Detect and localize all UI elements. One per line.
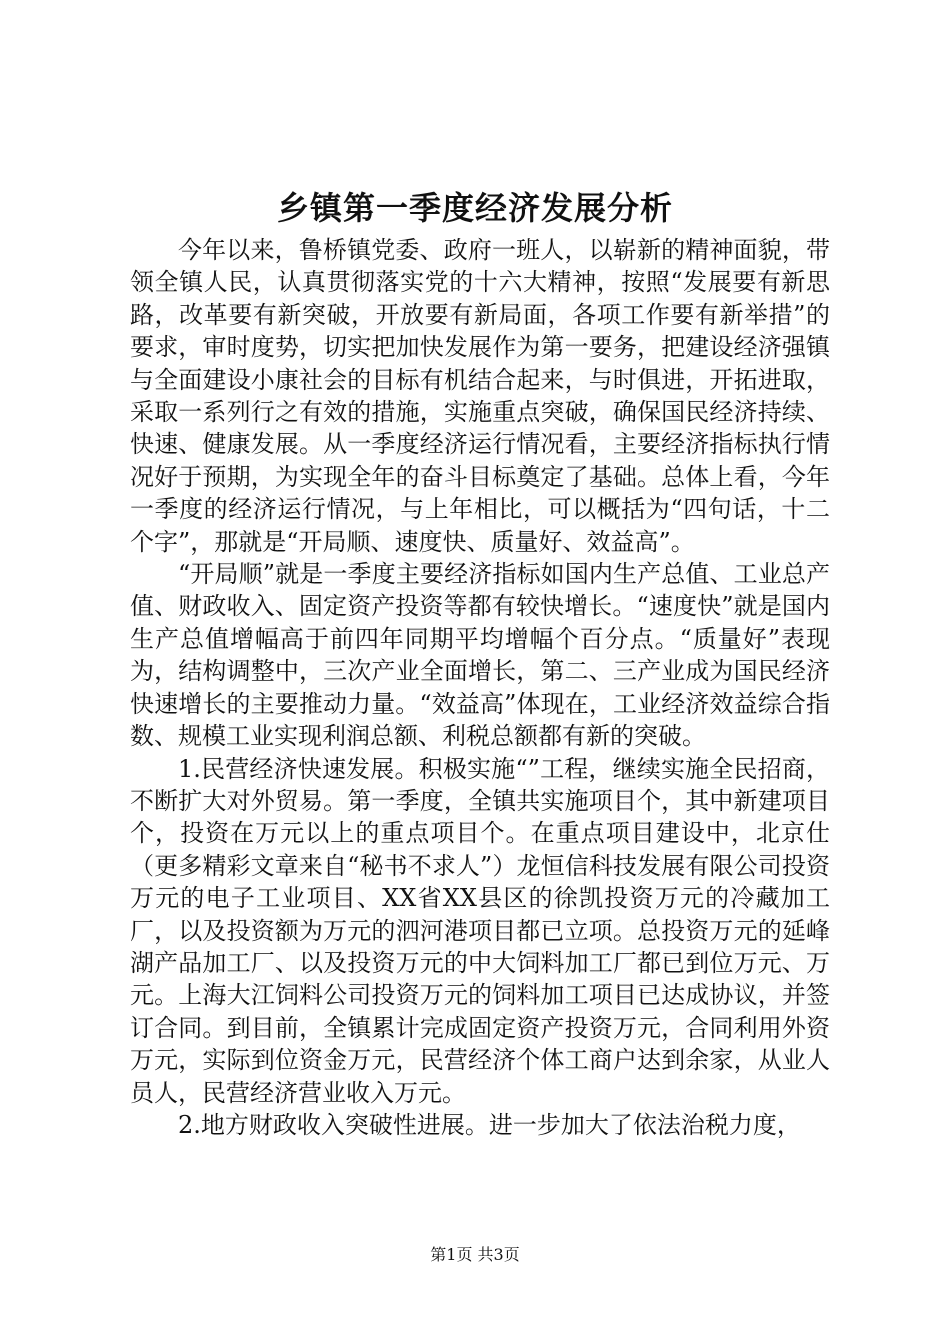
paragraph: 今年以来，鲁桥镇党委、政府一班人，以崭新的精神面貌，带领全镇人民，认真贯彻落实党的十六大精神，按照“发展要有新思路，改革要有新突破，开放要有新局面，各项工作要有新举措”的要求，审时度势，切实把加快发展作为第一要务，把建设经济强镇与全面建设小康社会的目标有机结合起来，与时俱进，开拓进取，采取一系列行之有效的措施，实施重点突破，确保国民经济持续、快速、健康发展。从一季度经济运行情况看，主要经济指标执行情况好于预期，为实现全年的奋斗目标奠定了基础。总体上看，今年一季度的经济运行情况，与上年相比，可以概括为“四句话，十二个字”，那就是“开局顺、速度快、质量好、效益高”。: [130, 236, 830, 556]
page-footer: 第1页 共3页: [430, 1245, 520, 1264]
paragraph: 2.地方财政收入突破性进展。进一步加大了依法治税力度，: [178, 1110, 801, 1139]
document-title: 乡镇第一季度经济发展分析: [276, 189, 673, 227]
paragraph: “开局顺”就是一季度主要经济指标如国内生产总值、工业总产值、财政收入、固定资产投资等都有较快增长。“速度快”就是国内生产总值增幅高于前四年同期平均增幅个百分点。“质量好”表现为，结构调整中，三次产业全面增长，第二、三产业成为国民经济快速增长的主要推动力量。“效益高”体现在，工业经济效益综合指数、规模工业实现利润总额、利税总额都有新的突破。: [130, 560, 830, 751]
paragraph: 1.民营经济快速发展。积极实施“”工程，继续实施全民招商，不断扩大对外贸易。第一季度，全镇共实施项目个，其中新建项目个，投资在万元以上的重点项目个。在重点项目建设中，北京仕（更多精彩文章来自“秘书不求人”）龙恒信科技发展有限公司投资万元的电子工业项目、XX省XX县区的徐凯投资万元的冷藏加工厂，以及投资额为万元的泗河港项目都已立项。总投资万元的延峰湖产品加工厂、以及投资万元的中大饲料加工厂都已到位万元、万元。上海大江饲料公司投资万元的饲料加工项目已达成协议，并签订合同。到目前，全镇累计完成固定资产投资万元，合同利用外资万元，实际到位资金万元，民营经济个体工商户达到余家，从业人员人，民营经济营业收入万元。: [130, 754, 830, 1107]
document-body: [130, 234, 830, 1141]
